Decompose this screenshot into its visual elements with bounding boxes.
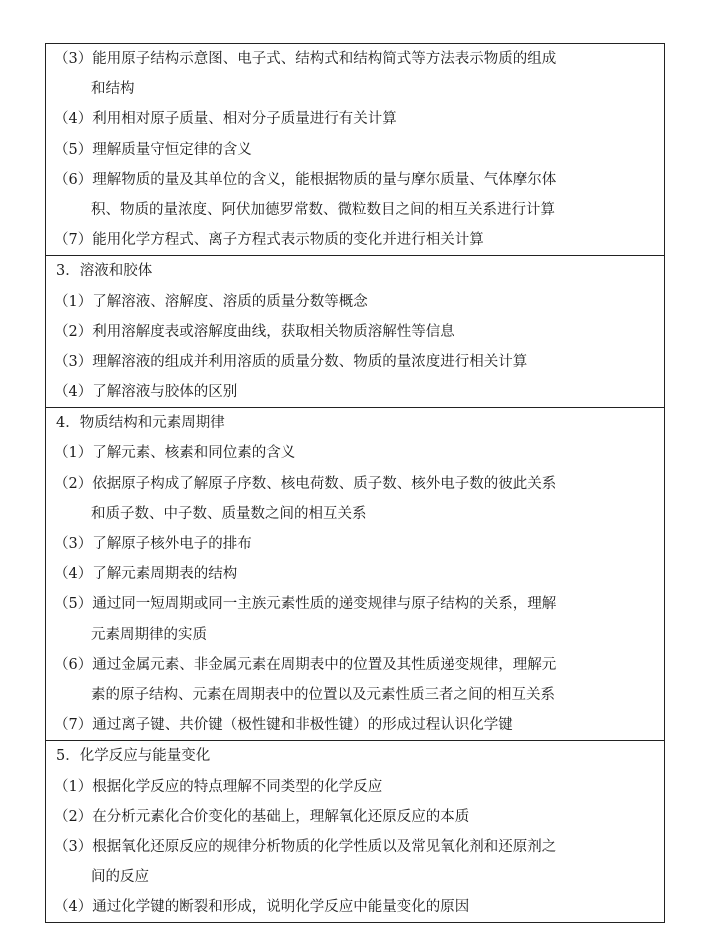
list-item: （3）了解原子核外电子的排布 [54,536,252,552]
list-item: （7）能用化学方程式、离子方程式表示物质的变化并进行相关计算 [54,232,484,249]
list-item: （6）理解物质的量及其单位的含义，能根据物质的量与摩尔质量、气体摩尔体 [54,171,557,188]
list-item: （5）理解质量守恒定律的含义 [54,141,252,158]
list-item: （2）依据原子构成了解原子序数、核电荷数、质子数、核外电子数的彼此关系 [54,475,557,492]
list-item: （2）利用溶解度表或溶解度曲线，获取相关物质溶解性等信息 [54,323,455,340]
list-item: （5）通过同一短周期或同一主族元素性质的递变规律与原子结构的关系，理解 [54,596,557,613]
section-heading: 3．溶液和胶体 [56,263,153,280]
list-item-continuation: 和质子数、中子数、质量数之间的相互关系 [91,505,367,522]
section-heading: 5．化学反应与能量变化 [56,748,211,765]
list-item: （1）根据化学反应的特点理解不同类型的化学反应 [54,778,383,795]
list-item: （1）了解溶液、溶解度、溶质的质量分数等概念 [54,293,368,310]
table-section [46,255,664,407]
list-item: （4）了解元素周期表的结构 [54,566,238,583]
list-item: （4）了解溶液与胶体的区别 [54,384,238,401]
list-item: （7）通过离子键、共价键（极性键和非极性键）的形成过程认识化学键 [54,717,513,734]
list-item: （1）了解元素、核素和同位素的含义 [54,445,296,462]
list-item-continuation: 素的原子结构、元素在周期表中的位置以及元素性质三者之间的相互关系 [91,686,555,703]
list-item: （6）通过金属元素、非金属元素在周期表中的位置及其性质递变规律，理解元 [54,656,557,673]
list-item-continuation: 间的反应 [91,869,149,886]
section-heading: 4．物质结构和元素周期律 [56,415,225,432]
list-item: （3）理解溶液的组成并利用溶质的质量分数、物质的量浓度进行相关计算 [54,353,528,370]
list-item: （3）根据氧化还原反应的规律分析物质的化学性质以及常见氧化剂和还原剂之 [54,838,557,855]
table-section [46,407,664,740]
list-item: （4）通过化学键的断裂和形成，说明化学反应中能量变化的原因 [54,899,470,916]
list-item-continuation: 和结构 [91,81,135,98]
table-section [46,740,664,922]
list-item: （4）利用相对原子质量、相对分子质量进行有关计算 [54,111,397,128]
list-item-continuation: 积、物质的量浓度、阿伏加德罗常数、微粒数目之间的相互关系进行计算 [91,201,555,218]
table-section [46,44,664,255]
list-item-continuation: 元素周期律的实质 [91,626,207,643]
list-item: （3）能用原子结构示意图、电子式、结构式和结构简式等方法表示物质的组成 [54,51,557,67]
syllabus-table [45,43,665,923]
list-item: （2）在分析元素化合价变化的基础上，理解氧化还原反应的本质 [54,808,470,825]
